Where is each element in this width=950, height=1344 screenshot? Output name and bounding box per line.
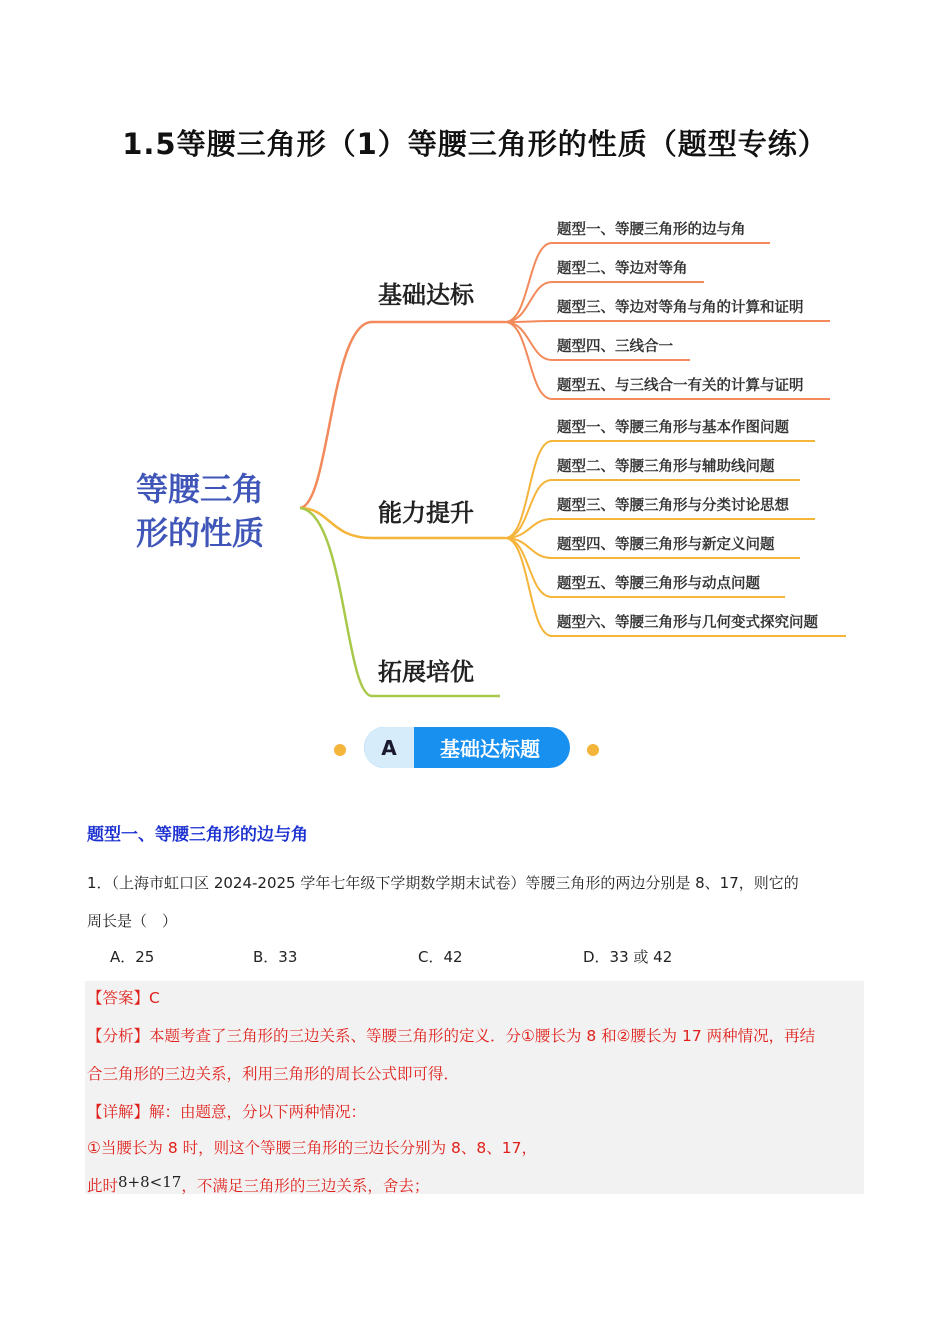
basic-item-1: 题型一、等腰三角形的边与角 xyxy=(557,222,746,238)
question-text-1: （上海市虹口区 2024-2025 学年七年级下学期数学期末试卷）等腰三角形的两边分别是 8、17，则它的 xyxy=(111,874,799,892)
branch-label-basic: 基础达标 xyxy=(378,281,474,309)
detail-text-3-prefix: 此时 xyxy=(87,1177,119,1195)
basic-item-4: 题型四、三线合一 xyxy=(557,339,673,355)
detail-text-3-suffix: ，不满足三角形的三边关系，舍去； xyxy=(181,1177,430,1195)
detail-line-2: ①当腰长为 8 时，则这个等腰三角形的三边长分别为 8、8、17， xyxy=(87,1139,537,1157)
analysis-text-1: 本题考查了三角形的三边关系、等腰三角形的定义．分①腰长为 8 和②腰长为 17 两种情况，再结 xyxy=(149,1027,816,1045)
answer-line xyxy=(87,986,160,1008)
analysis-tag: 【分析】 xyxy=(87,1027,150,1045)
mindmap-root-line2: 形的性质 xyxy=(135,514,265,552)
section-title: 题型一、等腰三角形的边与角 xyxy=(87,825,308,845)
basic-item-3: 题型三、等边对等角与角的计算和证明 xyxy=(557,300,804,316)
banner-left-dot xyxy=(334,744,346,756)
detail-tag: 【详解】 xyxy=(87,1103,150,1121)
detail-line-1 xyxy=(87,1100,366,1122)
ability-item-1: 题型一、等腰三角形与基本作图问题 xyxy=(557,420,789,436)
ability-item-6: 题型六、等腰三角形与几何变式探究问题 xyxy=(557,615,818,631)
section-banner xyxy=(0,720,950,780)
mindmap xyxy=(0,200,950,710)
detail-text-1: 解：由题意，分以下两种情况： xyxy=(149,1103,367,1121)
analysis-line-1 xyxy=(87,1024,815,1046)
banner-label: 基础达标题 xyxy=(440,737,540,761)
option-a: A．25 xyxy=(110,948,155,966)
question-line-2: 周长是（ ） xyxy=(87,912,178,930)
option-b: B．33 xyxy=(253,948,298,966)
basic-item-5: 题型五、与三线合一有关的计算与证明 xyxy=(557,378,804,394)
ability-item-5: 题型五、等腰三角形与动点问题 xyxy=(557,576,760,592)
question-number: 1． xyxy=(87,874,112,892)
ability-item-4: 题型四、等腰三角形与新定义问题 xyxy=(557,537,775,553)
branch-label-ability: 能力提升 xyxy=(378,499,474,527)
answer-box xyxy=(85,981,864,1194)
analysis-line-2: 合三角形的三边关系，利用三角形的周长公式即可得． xyxy=(87,1065,460,1083)
banner-letter: A xyxy=(381,736,397,760)
detail-line-3 xyxy=(87,1174,429,1196)
answer-value: C xyxy=(149,989,160,1007)
ability-item-3: 题型三、等腰三角形与分类讨论思想 xyxy=(557,498,789,514)
option-c: C．42 xyxy=(418,948,463,966)
mindmap-root-line1: 等腰三角 xyxy=(135,470,265,508)
ability-item-2: 题型二、等腰三角形与辅助线问题 xyxy=(557,459,775,475)
branch-label-extend: 拓展培优 xyxy=(378,658,474,686)
question-line-1 xyxy=(87,872,799,893)
detail-math: 8+8<17 xyxy=(118,1173,182,1191)
branch-connector-basic xyxy=(300,322,505,508)
banner-right-dot xyxy=(587,744,599,756)
basic-item-2: 题型二、等边对等角 xyxy=(557,261,688,277)
page-title: 1.5等腰三角形（1）等腰三角形的性质（题型专练） xyxy=(122,127,828,161)
option-d: D．33 或 42 xyxy=(583,948,673,966)
answer-tag: 【答案】 xyxy=(87,989,150,1007)
